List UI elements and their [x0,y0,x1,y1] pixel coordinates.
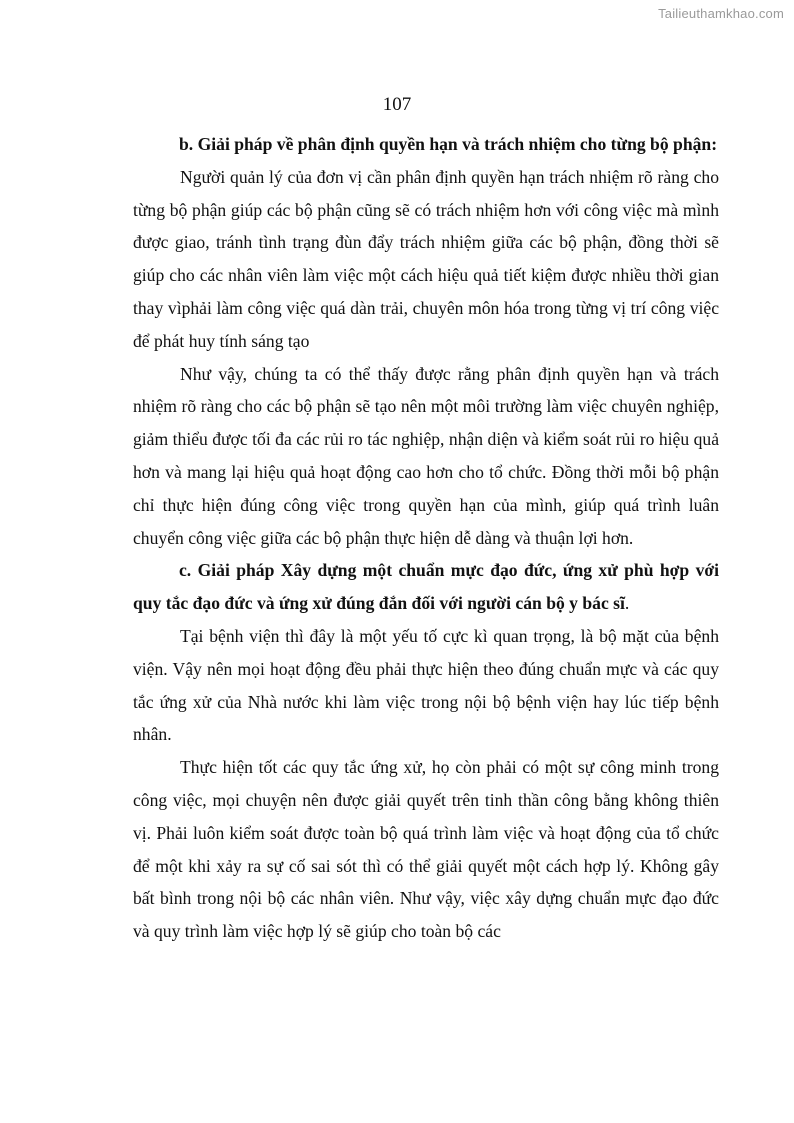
section-c-heading [133,554,719,620]
section-c-paragraph-2: Thực hiện tốt các quy tắc ứng xử, họ còn phải có một sự công minh trong công việc, mọi chuyện nên được giải quyết trên tinh thần công bằng không thiên vị. Phải luôn kiểm soát được toàn bộ quá trình làm việc và hoạt động của tổ chức để một khi xảy ra sự cố sai sót thì có thể giải quyết một cách hợp lý. Không gây bất bình trong nội bộ các nhân viên. Như vậy, việc xây dựng chuẩn mực đạo đức và quy trình làm việc hợp lý sẽ giúp cho toàn bộ các [133,757,719,942]
section-b-paragraph-2: Như vậy, chúng ta có thể thấy được rằng phân định quyền hạn và trách nhiệm rõ ràng cho các bộ phận sẽ tạo nên một môi trường làm việc chuyên nghiệp, giảm thiểu được tối đa các rủi ro tác nghiệp, nhận diện và kiểm soát rủi ro hiệu quả hơn và mang lại hiệu quả hoạt động cao hơn cho tổ chức. Đồng thời mỗi bộ phận chỉ thực hiện đúng công việc trong quyền hạn của mình, giúp quá trình luân chuyển công việc giữa các bộ phận thực hiện dễ dàng và thuận lợi hơn. [133,363,719,548]
document-body [133,128,719,948]
section-c-paragraph-1: Tại bệnh viện thì đây là một yếu tố cực kì quan trọng, là bộ mặt của bệnh viện. Vậy nên mọi hoạt động đều phải thực hiện theo đúng chuẩn mực và các quy tắc ứng xử của Nhà nước khi làm việc trong nội bộ bệnh viện hay lúc tiếp bệnh nhân. [133,625,719,745]
page-number: 107 [382,94,412,115]
section-c-heading-period: . [624,593,630,614]
section-b-heading: b. Giải pháp về phân định quyền hạn và trách nhiệm cho từng bộ phận: [179,134,718,154]
section-c-heading-text: c. Giải pháp Xây dựng một chuẩn mực đạo đức, ứng xử phù hợp với quy tắc đạo đức và ứng xử đúng đắn đối với người cán bộ y bác sĩ [133,560,719,614]
watermark-text: Tailieuthamkhao.com [658,6,784,21]
section-b-paragraph-1: Người quản lý của đơn vị cần phân định quyền hạn trách nhiệm rõ ràng cho từng bộ phận giúp các bộ phận cũng sẽ có trách nhiệm hơn với công việc mà mình được giao, tránh tình trạng đùn đẩy trách nhiệm giữa các bộ phận, đồng thời sẽ giúp cho các nhân viên làm việc một cách hiệu quả tiết kiệm được nhiều thời gian thay vìphải làm công việc quá dàn trải, chuyên môn hóa trong từng vị trí công việc để phát huy tính sáng tạo [133,166,719,351]
